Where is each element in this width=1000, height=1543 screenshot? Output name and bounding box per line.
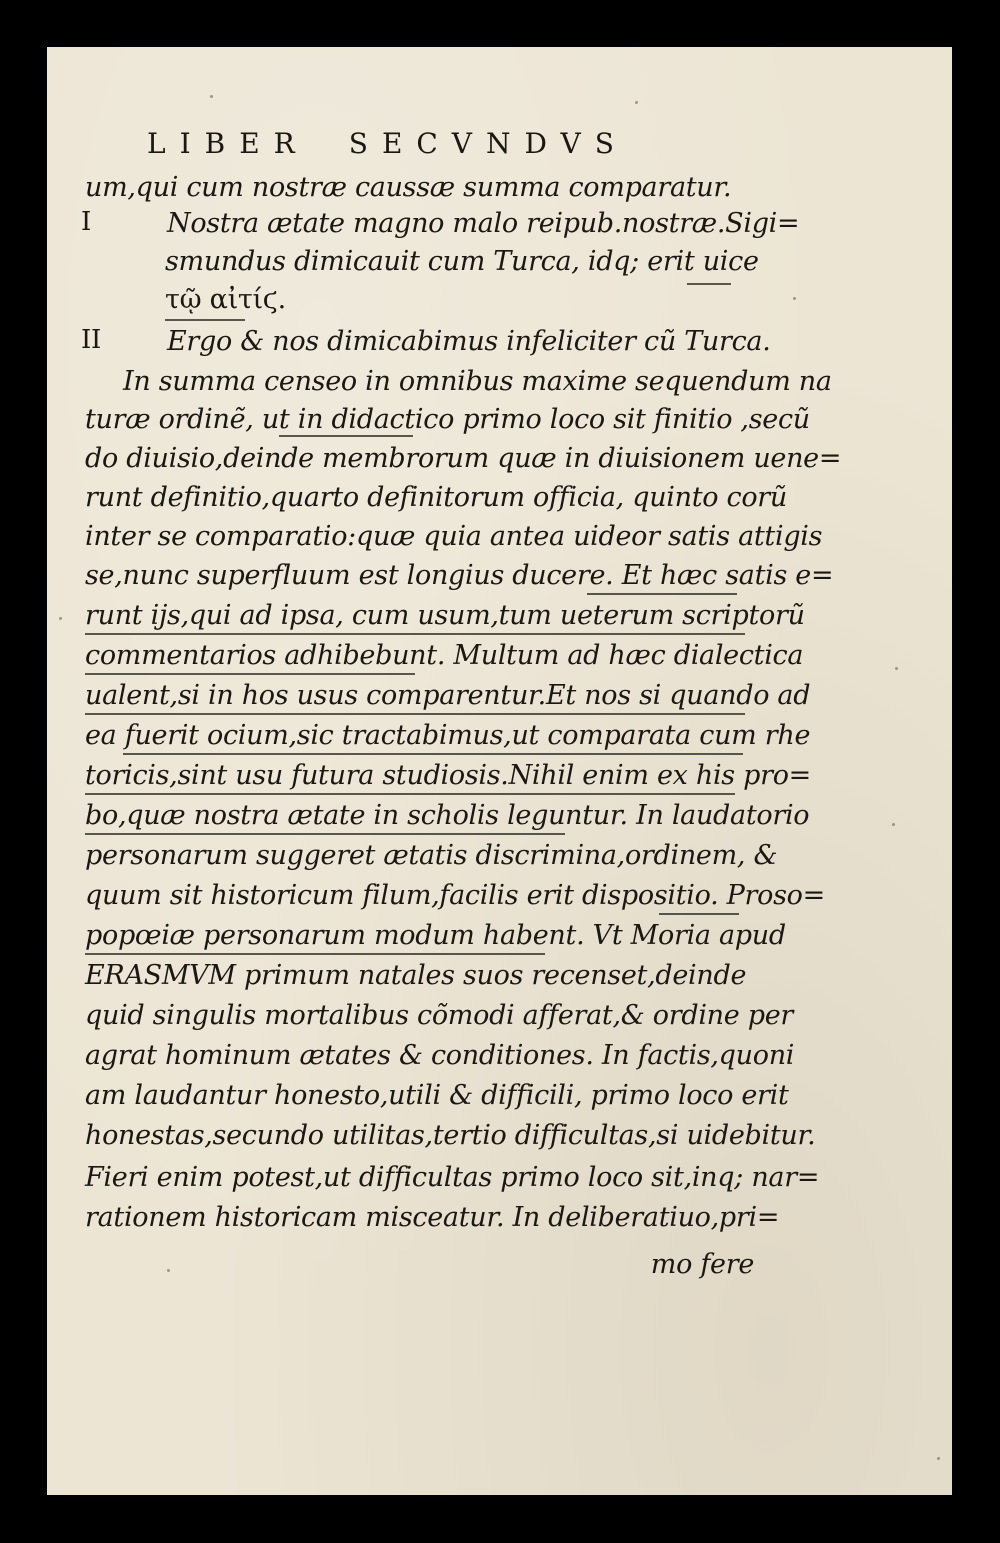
text-line-3: smundus dimicauit cum Turca, idq; erit uice (165, 246, 759, 277)
text-line-25: honestas,secundo utilitas,tertio difficultas,si uidebitur. (85, 1120, 816, 1151)
running-header (147, 127, 628, 160)
text-line-22: quid singulis mortalibus cõmodi afferat,& ordine per (85, 1000, 793, 1031)
underline-mark (85, 633, 745, 635)
text-line-14: ualent,si in hos usus comparentur.Et nos si quando ad (85, 680, 811, 711)
text-line-2: Nostra ætate magno malo reipub.nostræ.Sigi= (167, 208, 800, 239)
text-line-12: runt ijs,qui ad ipsa, cum usum,tum ueterum scriptorũ (85, 600, 805, 631)
underline-mark (85, 953, 545, 955)
header-word-secundus: SECVNDVS (348, 127, 628, 160)
header-word-liber: LIBER (147, 127, 309, 160)
text-line-10: inter se comparatio:quæ quia antea uideor satis attigis (85, 521, 823, 552)
underline-mark (687, 283, 731, 285)
text-line-26: Fieri enim potest,ut difficultas primo loco sit,inq; nar= (85, 1162, 820, 1193)
underline-mark (587, 593, 737, 595)
paper-speck (892, 823, 895, 826)
text-line-21: ERASMVM primum natales suos recenset,deinde (85, 960, 747, 991)
paper-speck (210, 95, 213, 98)
section-marker-ii: II (81, 325, 101, 355)
text-line-8: do diuisio,deinde membrorum quæ in diuisionem uene= (85, 443, 842, 474)
paper-speck (895, 667, 898, 670)
book-page (47, 47, 952, 1495)
text-line-23: agrat hominum ætates & conditiones. In factis,quoni (85, 1040, 795, 1071)
text-line-5: Ergo & nos dimicabimus infeliciter cũ Turca. (167, 326, 771, 357)
paper-speck (167, 1269, 170, 1272)
text-line-24: am laudantur honesto,utili & difficili, primo loco erit (85, 1080, 789, 1111)
text-line-27: rationem historicam misceatur. In deliberatiuo,pri= (85, 1202, 780, 1233)
text-line-4-greek: τῷ αἰτίϛ. (165, 284, 286, 315)
text-line-13: commentarios adhibebunt. Multum ad hæc dialectica (85, 640, 804, 671)
text-line-17: bo,quæ nostra ætate in scholis leguntur. In laudatorio (85, 800, 810, 831)
text-line-7: turæ ordinẽ, ut in didactico primo loco sit finitio ,secũ (85, 404, 810, 435)
underline-mark (85, 833, 565, 835)
underline-mark (85, 793, 735, 795)
underline-mark (279, 435, 413, 437)
underline-mark (123, 753, 743, 755)
underline-mark (659, 913, 739, 915)
underline-mark (85, 713, 745, 715)
text-line-20: popœiæ personarum modum habent. Vt Moria apud (85, 920, 786, 951)
text-line-11: se,nunc superfluum est longius ducere. Et hæc satis e= (85, 560, 834, 591)
section-marker-i: I (81, 207, 91, 237)
text-line-18: personarum suggeret ætatis discrimina,ordinem, & (85, 840, 778, 871)
text-line-19: quum sit historicum filum,facilis erit dispositio. Proso= (85, 880, 825, 911)
text-line-15: ea fuerit ocium,sic tractabimus,ut comparata cum rhe (85, 720, 811, 751)
paper-speck (59, 617, 62, 620)
underline-mark (165, 319, 245, 321)
paper-speck (635, 101, 638, 104)
underline-mark (85, 673, 415, 675)
text-line-1: um,qui cum nostræ caussæ summa comparatur. (85, 172, 732, 203)
paper-speck (937, 1457, 940, 1460)
text-line-6: In summa censeo in omnibus maxime sequendum na (123, 366, 832, 397)
text-line-16: toricis,sint usu futura studiosis.Nihil enim ex his pro= (85, 760, 811, 791)
catchword: mo fere (650, 1249, 754, 1280)
paper-speck (793, 297, 796, 300)
text-line-9: runt definitio,quarto definitorum officia, quinto corũ (85, 482, 787, 513)
